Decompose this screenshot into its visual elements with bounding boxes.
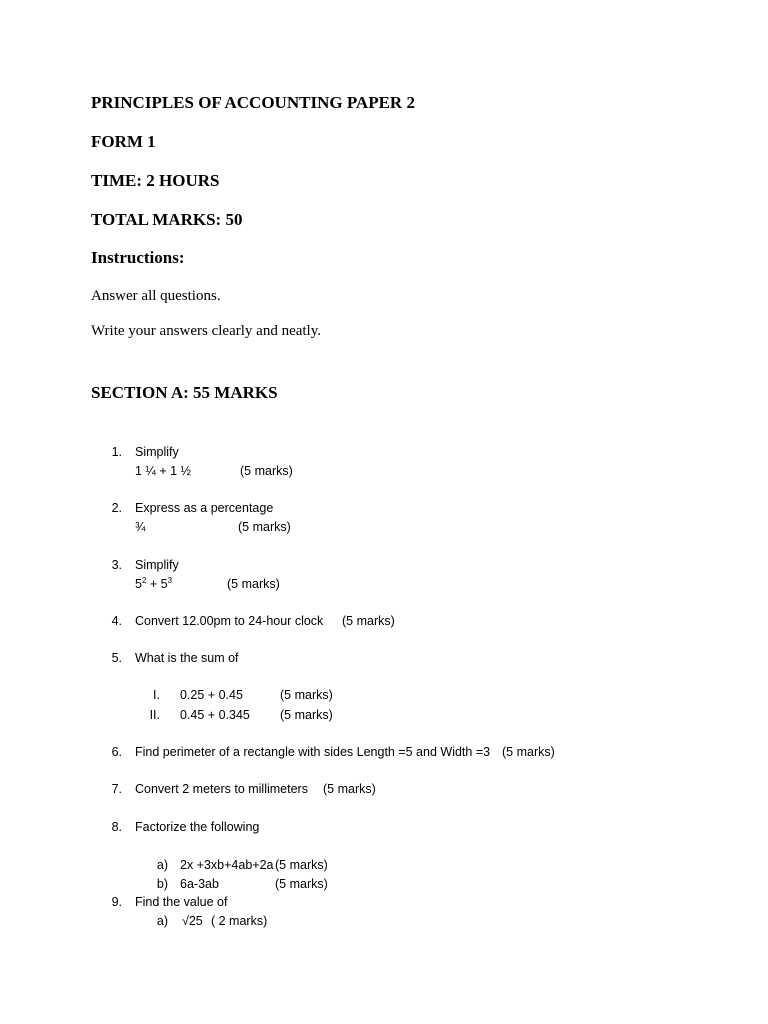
question-marks: (5 marks) (502, 745, 555, 759)
sub-question-marks: (5 marks) (280, 708, 333, 722)
question-number: 8. (111, 820, 122, 834)
sub-question-expression: 2x +3xb+4ab+2a (180, 858, 274, 872)
question-number: 7. (111, 782, 122, 796)
question-number: 9. (111, 895, 122, 909)
question-text: Express as a percentage (135, 501, 274, 515)
question-text: Convert 2 meters to millimeters (135, 782, 308, 796)
question-text: Simplify (135, 558, 179, 572)
sub-question-marks: (5 marks) (275, 858, 328, 872)
question-marks: (5 marks) (227, 577, 280, 591)
time-label: TIME: 2 HOURS (91, 171, 220, 190)
page-title: PRINCIPLES OF ACCOUNTING PAPER 2 (91, 93, 415, 112)
sub-question-expression: 0.25 + 0.45 (180, 688, 243, 702)
question-number: 1. (111, 445, 122, 459)
question-expression: $5^2 + 5^3$ (135, 575, 173, 591)
question-marks: (5 marks) (342, 614, 395, 628)
sub-question-expression: √25 (182, 914, 203, 928)
sub-question-number: I. (153, 688, 160, 702)
form-label: FORM 1 (91, 132, 156, 151)
total-marks-label: TOTAL MARKS: 50 (91, 210, 243, 229)
question-text: Convert 12.00pm to 24-hour clock (135, 614, 324, 628)
sub-question-marks: (5 marks) (275, 877, 328, 891)
question-number: 4. (111, 614, 122, 628)
instruction-line-1: Answer all questions. (91, 288, 221, 304)
instruction-line-2: Write your answers clearly and neatly. (91, 323, 321, 339)
question-expression: ¾ (135, 520, 146, 534)
question-text: Find perimeter of a rectangle with sides Length =5 and Width =3 (135, 745, 491, 759)
question-text: What is the sum of (135, 651, 239, 665)
instructions-heading: Instructions: (91, 248, 185, 267)
question-text: Find the value of (135, 895, 228, 909)
question-text: Factorize the following (135, 820, 260, 834)
sub-question-expression: 6a-3ab (180, 877, 219, 891)
sub-question-expression: 0.45 + 0.345 (180, 708, 250, 722)
question-text: Simplify (135, 445, 179, 459)
question-number: 3. (111, 558, 122, 572)
sub-question-number: b) (156, 877, 168, 891)
sub-question-number: a) (156, 914, 168, 928)
question-number: 6. (111, 745, 122, 759)
question-number: 2. (111, 501, 122, 515)
sub-question-marks: ( 2 marks) (211, 914, 268, 928)
question-marks: (5 marks) (323, 782, 376, 796)
sub-question-marks: (5 marks) (280, 688, 333, 702)
sub-question-number: II. (149, 708, 160, 722)
sub-question-number: a) (156, 858, 168, 872)
section-a-heading: SECTION A: 55 MARKS (91, 383, 278, 402)
question-marks: (5 marks) (240, 464, 293, 478)
question-marks: (5 marks) (238, 520, 291, 534)
question-number: 5. (111, 651, 122, 665)
question-expression: 1 ¼ + 1 ½ (135, 464, 191, 478)
